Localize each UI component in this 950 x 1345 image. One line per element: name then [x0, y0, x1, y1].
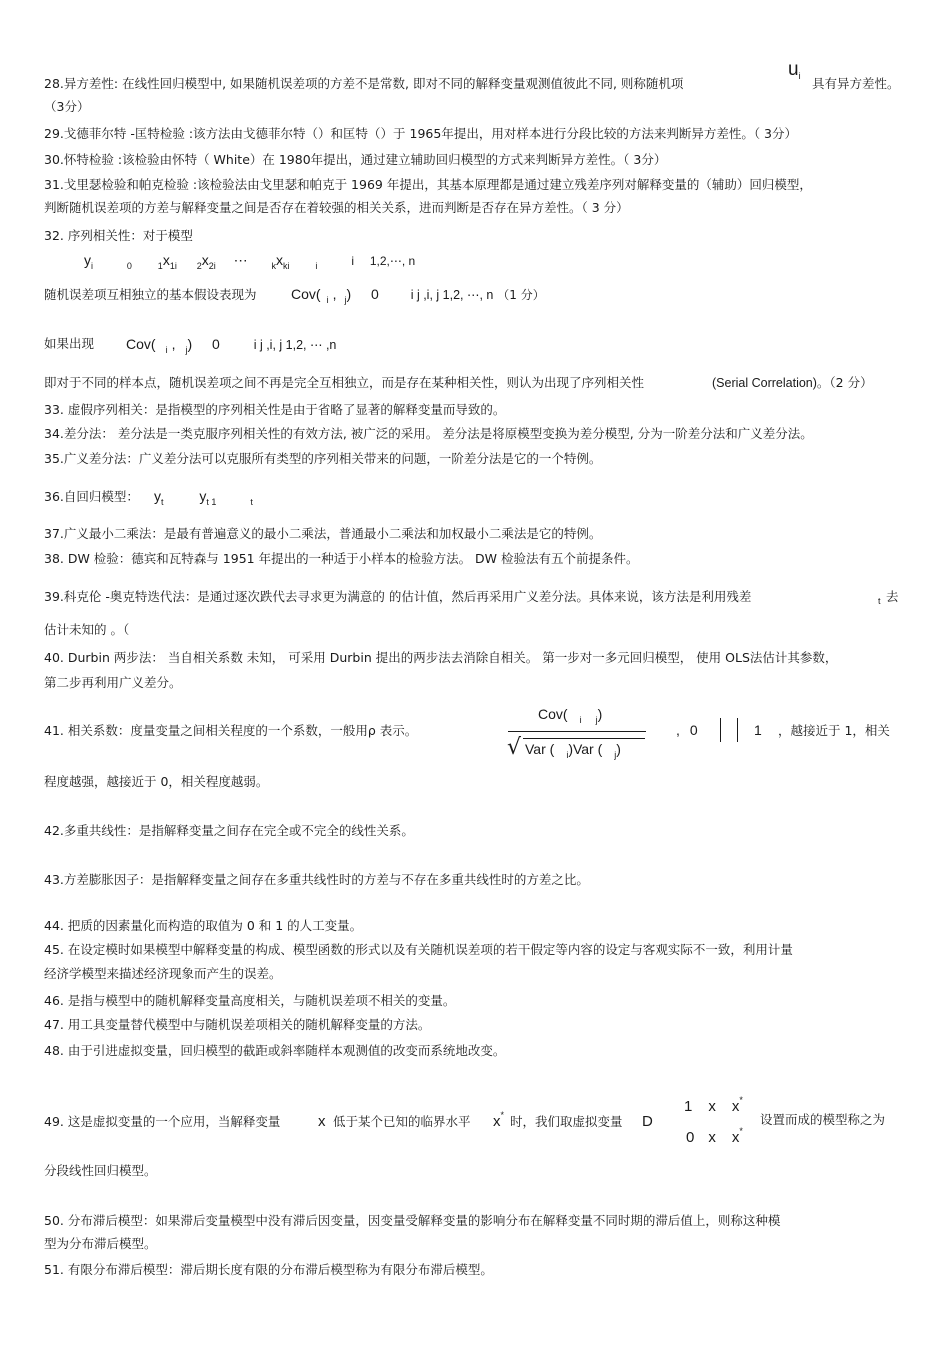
text: 50. 分布滞后模型：如果滞后变量模型中没有滞后因变量，因变量受解释变量的影响分布在解释变量不同时期的滞后值上，则称这种模 — [44, 1213, 781, 1228]
eq-41-range — [676, 722, 698, 738]
abs-bar-left — [720, 718, 721, 742]
sub: i — [566, 750, 569, 760]
paren: ) — [346, 286, 352, 302]
var: )Var ( — [568, 741, 603, 757]
line-32d — [44, 375, 873, 391]
x: x — [731, 1098, 740, 1115]
eq-32-model — [84, 252, 415, 270]
line-48 — [44, 1043, 505, 1059]
line-50a — [44, 1213, 780, 1229]
text: 41. 相关系数：度量变量之间相关程度的一个系数，一般用ρ 表示。 — [44, 723, 418, 738]
abs-bar-right — [737, 718, 738, 742]
y: y — [84, 252, 91, 268]
line-28-end — [812, 76, 900, 92]
sqrt-bar — [523, 738, 645, 739]
sub: j — [595, 715, 598, 725]
zero: 0 — [689, 722, 698, 738]
text: 45. 在设定模时如果模型中解释变量的构成、模型函数的形式以及有关随机误差项的若干假定等内容的设定与客观实际不一致，利用计量 — [44, 942, 793, 957]
line-45b — [44, 966, 282, 982]
line-49-tail — [760, 1112, 885, 1128]
text: 具有异方差性。 — [812, 76, 900, 91]
line-29 — [44, 126, 797, 142]
text: 分段线性回归模型。 — [44, 1163, 157, 1178]
line-28 — [44, 76, 683, 92]
text: 经济学模型来描述经济现象而产生的误差。 — [44, 966, 282, 981]
sub: t — [878, 596, 881, 606]
sub: 2 — [196, 261, 202, 271]
text: 49. 这是虚拟变量的一个应用，当解释变量 — [44, 1114, 281, 1129]
text: 时，我们取虚拟变量 — [510, 1114, 623, 1129]
text: 33. 虚假序列相关：是指模型的序列相关性是由于省略了显著的解释变量而导致的。 — [44, 402, 506, 417]
text: 51. 有限分布滞后模型：滞后期长度有限的分布滞后模型称为有限分布滞后模型。 — [44, 1262, 493, 1277]
cond: i j ,i, j 1,2, ⋯, n — [410, 288, 494, 302]
sub: 1 — [157, 261, 163, 271]
sub: t — [161, 497, 164, 507]
text: 去 — [886, 589, 899, 604]
sub: i — [579, 715, 582, 725]
u-symbol: u — [788, 59, 799, 80]
text: 即对于不同的样本点，随机误差项之间不再是完全互相独立，而是存在某种相关性，则认为出现了序列相关性 — [44, 375, 645, 390]
zero: 0 — [212, 336, 220, 352]
line-41 — [44, 723, 417, 739]
text: 估计未知的 。（ — [44, 622, 130, 637]
D: D — [642, 1113, 653, 1130]
text: 如果出现 — [44, 336, 95, 351]
cov: Cov( — [291, 286, 321, 302]
line-41b — [44, 774, 268, 790]
line-36 — [44, 489, 139, 505]
sub: 1i — [169, 261, 177, 271]
line-42 — [44, 823, 414, 839]
star: * — [739, 1126, 743, 1136]
star: * — [739, 1095, 743, 1105]
eq-49-row1 — [684, 1095, 743, 1116]
comma: , — [171, 336, 176, 352]
sub: j — [185, 345, 188, 355]
sub: i — [91, 261, 93, 271]
line-49-mid2 — [510, 1114, 623, 1130]
points: （1 分） — [497, 288, 545, 302]
line-37 — [44, 526, 601, 542]
text: 32. 序列相关性：对于模型 — [44, 228, 193, 243]
line-40a — [44, 650, 837, 666]
i: i — [351, 254, 354, 268]
eq-41-one — [754, 722, 762, 738]
text: 第二步再利用广义差分。 — [44, 675, 182, 690]
line-50b — [44, 1236, 157, 1252]
line-39-end — [886, 589, 899, 605]
line-31b — [44, 200, 629, 216]
line-45a — [44, 942, 793, 958]
x: x — [276, 252, 284, 268]
text: 程度越强，越接近于 0，相关程度越弱。 — [44, 774, 269, 789]
x: x — [708, 1129, 716, 1146]
one: 1 — [684, 1098, 693, 1115]
line-44 — [44, 918, 362, 934]
eq-41-numerator — [538, 706, 602, 724]
zero: 0 — [686, 1129, 695, 1146]
text: 。（2 分） — [816, 375, 873, 390]
line-28-points — [44, 99, 89, 115]
x: x — [318, 1113, 326, 1130]
comma: , — [332, 286, 337, 302]
math-xstar — [493, 1110, 505, 1131]
star: * — [500, 1110, 505, 1120]
line-30 — [44, 152, 666, 168]
eq-32c — [126, 336, 336, 354]
sub: i — [165, 345, 168, 355]
sub: j — [614, 750, 617, 760]
text: 40. Durbin 两步法： 当自相关系数 未知， 可采用 Durbin 提出的两步法去消除自相关。 第一步对一多元回归模型， 使用 OLS法估计其参数， — [44, 650, 838, 665]
sub: t 1 — [206, 497, 217, 507]
sub: t — [250, 497, 253, 507]
eq-32b — [291, 286, 545, 304]
line-51 — [44, 1262, 493, 1278]
line-32 — [44, 228, 193, 244]
line-49-mid — [333, 1114, 471, 1130]
zero: 0 — [371, 286, 379, 302]
line-47 — [44, 1017, 430, 1033]
eq-49-row2 — [686, 1126, 743, 1147]
line-39a — [44, 589, 751, 605]
var: Var ( — [525, 741, 555, 757]
x: x — [162, 252, 170, 268]
text: 43.方差膨胀因子：是指解释变量之间存在多重共线性时的方差与不存在多重共线性时的方差之比。 — [44, 872, 589, 887]
line-31a — [44, 177, 812, 193]
text: 型为分布滞后模型。 — [44, 1236, 157, 1251]
line-39b — [44, 622, 129, 638]
text: 随机误差项互相独立的基本假设表现为 — [44, 287, 257, 302]
fraction-bar — [508, 731, 646, 732]
text: 44. 把质的因素量化而构造的取值为 0 和 1 的人工变量。 — [44, 918, 363, 933]
text: 34.差分法： 差分法是一类克服序列相关性的有效方法, 被广泛的采用。 差分法是将原模型变换为差分模型, 分为一阶差分法和广义差分法。 — [44, 426, 813, 441]
text: 30.怀特检验 :该检验由怀特（ White）在 1980年提出，通过建立辅助回归模型的方式来判断异方差性。（ 3分） — [44, 152, 667, 167]
math-D — [642, 1114, 653, 1130]
text: 设置而成的模型称之为 — [760, 1112, 886, 1127]
line-33 — [44, 402, 505, 418]
line-46 — [44, 993, 455, 1009]
line-34 — [44, 426, 813, 442]
dots: ⋯ — [233, 252, 248, 268]
x: x — [493, 1113, 501, 1130]
x: x — [201, 252, 209, 268]
math-u — [788, 59, 801, 81]
paren: ) — [187, 336, 193, 352]
text-en: (Serial Correlation) — [712, 376, 817, 390]
text: 37.广义最小二乘法：是最有普遍意义的最小二乘法，普通最小二乘法和加权最小二乘法是它的特例。 — [44, 526, 602, 541]
sub: 2i — [208, 261, 216, 271]
eq-41-denominator — [525, 741, 621, 759]
paren: ) — [616, 741, 621, 757]
sqrt-icon: √ — [507, 735, 522, 760]
text: 48. 由于引进虚拟变量，回归模型的截距或斜率随样本观测值的改变而系统地改变。 — [44, 1043, 506, 1058]
line-35 — [44, 451, 601, 467]
sub: i — [315, 261, 318, 271]
paren: ) — [597, 706, 603, 722]
one: 1 — [754, 722, 762, 738]
comma: , — [676, 722, 680, 738]
line-32c — [44, 336, 94, 352]
text: 35.广义差分法：广义差分法可以克服所有类型的序列相关带来的问题，一阶差分法是它的一个特例。 — [44, 451, 602, 466]
y: y — [154, 488, 161, 504]
text: （3分） — [44, 99, 90, 114]
sub: k — [271, 261, 277, 271]
cov: Cov( — [126, 336, 156, 352]
line-41-tail — [778, 723, 890, 739]
text: 36.自回归模型： — [44, 489, 139, 504]
x: x — [708, 1098, 716, 1115]
text: 42.多重共线性：是指解释变量之间存在完全或不完全的线性关系。 — [44, 823, 414, 838]
line-32b — [44, 287, 257, 303]
sub: ki — [283, 261, 290, 271]
u-subscript: i — [798, 71, 801, 81]
text: 28.异方差性: 在线性回归模型中, 如果随机误差项的方差不是常数, 即对不同的解释变量观测值彼此不同, 则称随机项 — [44, 76, 684, 91]
math-x — [318, 1114, 326, 1130]
sub: 0 — [126, 261, 132, 271]
text: 低于某个已知的临界水平 — [333, 1114, 471, 1129]
cov: Cov( — [538, 706, 568, 722]
text: 47. 用工具变量替代模型中与随机误差项相关的随机解释变量的方法。 — [44, 1017, 431, 1032]
line-43 — [44, 872, 589, 888]
cond: i j ,i, j 1,2, ⋯ ,n — [253, 338, 337, 352]
eq-36 — [154, 488, 253, 506]
text: 29.戈德菲尔特 -匡特检验 :该方法由戈德菲尔特（）和匡特（）于 1965年提出，用对样本进行分段比较的方法来判断异方差性。（ 3分） — [44, 126, 798, 141]
text: ，越接近于 1，相关 — [778, 723, 890, 738]
line-38 — [44, 551, 639, 567]
range: 1,2,⋯, n — [369, 254, 416, 268]
sub: i — [326, 295, 329, 305]
text: 39.科克伦 -奥克特迭代法：是通过逐次跌代去寻求更为满意的 的估计值，然后再采用广义差分法。具体来说，该方法是利用残差 — [44, 589, 752, 604]
text: 判断随机误差项的方差与解释变量之间是否存在着较强的相关关系，进而判断是否存在异方差性。（ 3 分） — [44, 200, 629, 215]
x: x — [731, 1129, 740, 1146]
line-39-sub — [878, 593, 881, 609]
line-40b — [44, 675, 182, 691]
text: 31.戈里瑟检验和帕克检验 :该检验法由戈里瑟和帕克于 1969 年提出，其基本原理都是通过建立残差序列对解释变量的（辅助）回归模型， — [44, 177, 812, 192]
line-49b — [44, 1163, 157, 1179]
line-49 — [44, 1114, 280, 1130]
y: y — [199, 488, 207, 504]
sub: j — [344, 295, 347, 305]
text: 46. 是指与模型中的随机解释变量高度相关，与随机误差项不相关的变量。 — [44, 993, 456, 1008]
text: 38. DW 检验：德宾和瓦特森与 1951 年提出的一种适于小样本的检验方法。 DW 检验法有五个前提条件。 — [44, 551, 639, 566]
